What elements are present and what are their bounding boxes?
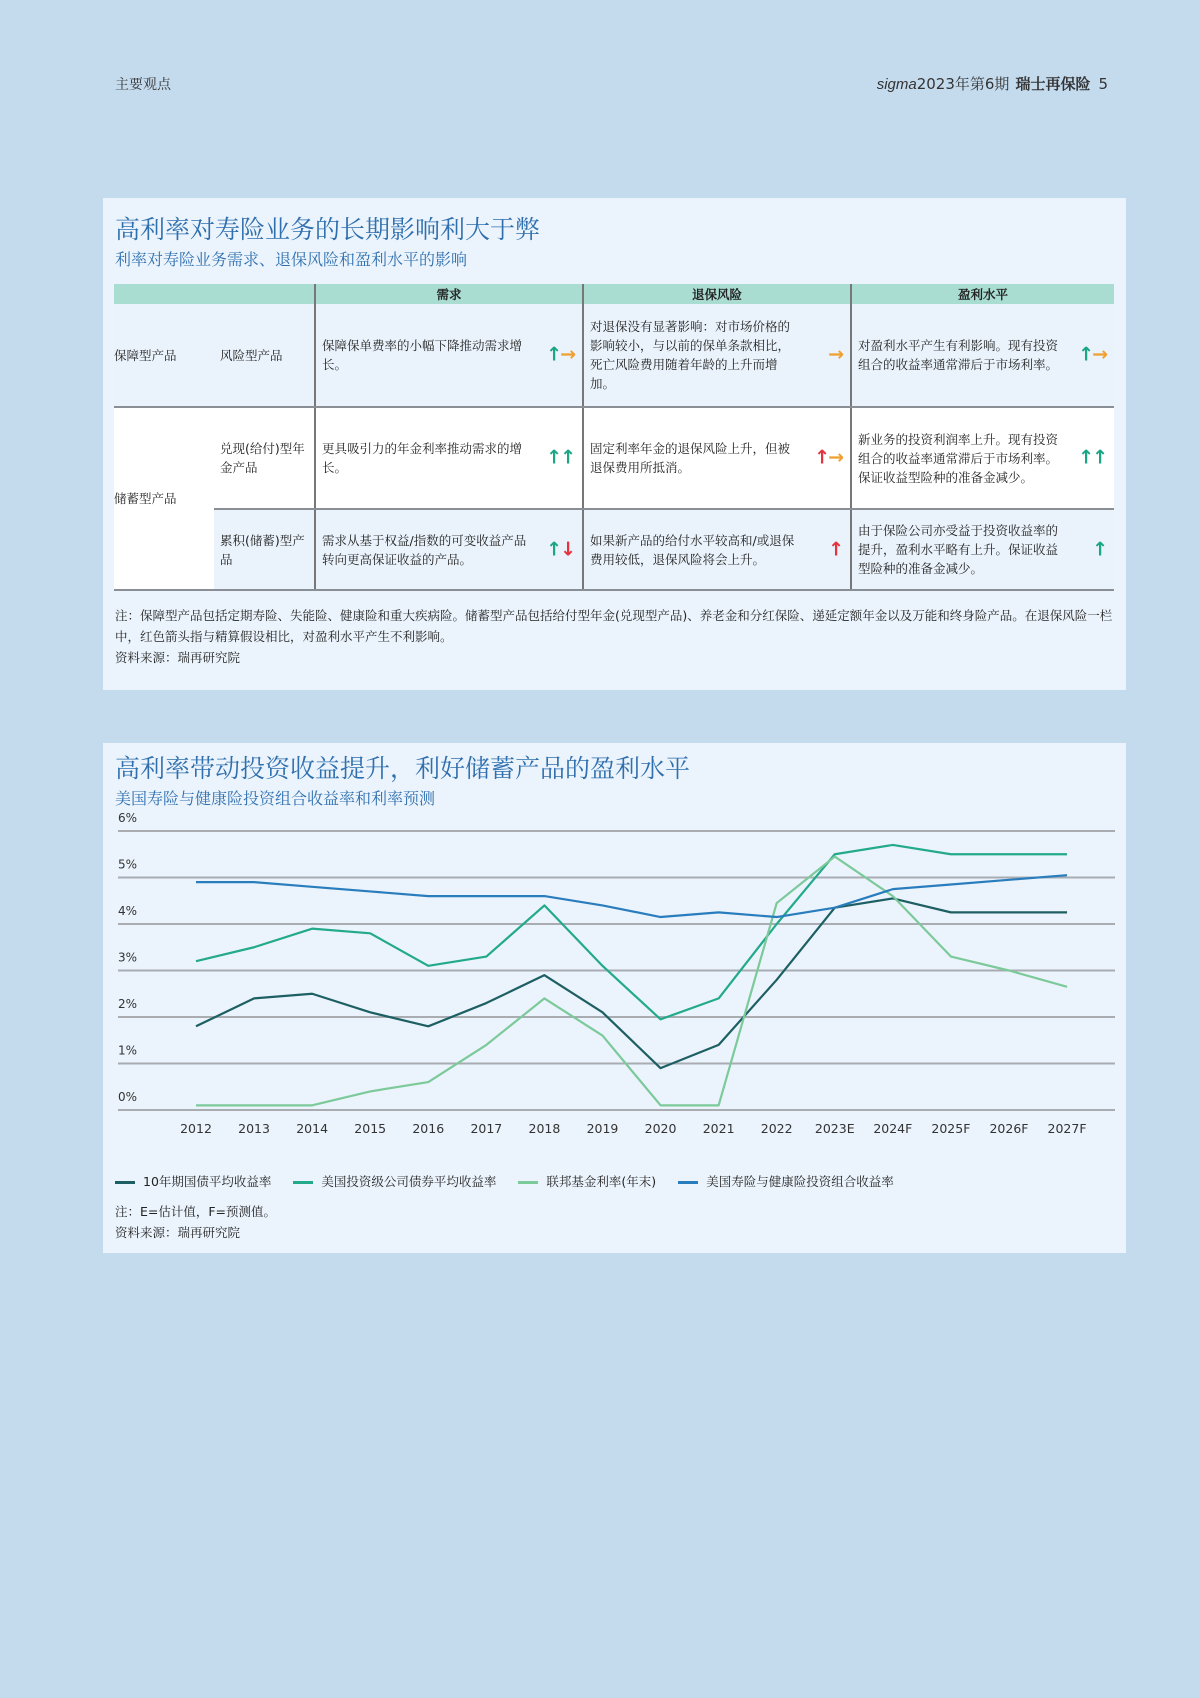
- arrow-up-up-icon: ↑↑: [546, 446, 574, 469]
- table-header-row: [114, 284, 1114, 304]
- panel-subtitle: 利率对寿险业务需求、退保风险和盈利水平的影响: [115, 250, 468, 269]
- product-label: 兑现(给付)型年金产品: [214, 407, 315, 509]
- chart-panel: [103, 743, 1126, 1253]
- legend-item: [115, 1172, 271, 1190]
- page-number: 5: [1098, 75, 1108, 93]
- chart-source: 资料来源：瑞再研究院: [115, 1225, 241, 1240]
- brand-name: 瑞士再保险: [1015, 75, 1091, 93]
- x-tick-label: 2019: [586, 1121, 619, 1136]
- legend-label: 联邦基金利率(年末): [546, 1174, 657, 1189]
- legend-swatch: [115, 1181, 135, 1184]
- x-tick-label: 2024F: [873, 1121, 913, 1136]
- arrow-up-right-icon: ↑→: [814, 446, 842, 469]
- x-tick-label: 2017: [470, 1121, 503, 1136]
- table-source: 资料来源：瑞再研究院: [115, 650, 241, 665]
- arrow-up-down-icon: ↑↓: [546, 538, 574, 560]
- y-tick-label: 2%: [118, 997, 138, 1011]
- page-header-publication: [877, 73, 1108, 94]
- product-label: 累积(储蓄)型产品: [214, 509, 315, 590]
- legend-swatch: [293, 1181, 313, 1184]
- y-tick-label: 6%: [118, 811, 138, 825]
- arrow-up-right-icon: ↑→: [546, 343, 574, 366]
- impact-table-panel: [103, 198, 1126, 690]
- column-header: 退保风险: [583, 284, 851, 304]
- arrow-up-right-icon: ↑→: [1078, 343, 1106, 366]
- x-tick-label: 2022: [760, 1121, 793, 1136]
- panel-subtitle: 美国寿险与健康险投资组合收益率和利率预测: [115, 789, 436, 808]
- table-row: [114, 304, 1114, 407]
- y-tick-label: 0%: [118, 1090, 138, 1104]
- y-tick-label: 4%: [118, 904, 138, 918]
- publication-name: sigma: [876, 76, 917, 93]
- column-header: 需求: [315, 284, 583, 304]
- x-tick-label: 2016: [412, 1121, 445, 1136]
- group-label: 储蓄型产品: [114, 407, 214, 590]
- chart-note: 注：E=估计值，F=预测值。: [115, 1204, 277, 1219]
- legend-label: 美国寿险与健康险投资组合收益率: [706, 1174, 894, 1189]
- legend-label: 美国投资级公司债券平均收益率: [321, 1174, 497, 1189]
- panel-title: 高利率对寿险业务的长期影响利大于弊: [115, 215, 541, 244]
- x-tick-label: 2012: [180, 1121, 212, 1136]
- y-tick-label: 5%: [118, 857, 138, 872]
- panel-title: 高利率带动投资收益提升，利好储蓄产品的盈利水平: [115, 754, 691, 783]
- legend-item: [518, 1172, 656, 1190]
- x-tick-label: 2014: [296, 1121, 329, 1136]
- legend-swatch: [678, 1181, 698, 1184]
- x-tick-label: 2020: [644, 1121, 677, 1136]
- x-tick-label: 2018: [528, 1121, 561, 1136]
- y-tick-label: 3%: [118, 950, 138, 965]
- arrow-right-icon: →: [828, 343, 842, 366]
- table-row: [114, 509, 1114, 590]
- x-tick-label: 2013: [238, 1121, 270, 1136]
- x-tick-label: 2023E: [814, 1121, 855, 1136]
- impact-table: [114, 284, 1114, 591]
- profit-cell: 对盈利水平产生有利影响。现有投资组合的收益率通常滞后于市场利率。 ↑→: [851, 304, 1114, 407]
- chart-legend: [115, 1172, 894, 1190]
- demand-cell: 需求从基于权益/指数的可变收益产品转向更高保证收益的产品。 ↑↓: [315, 509, 583, 590]
- legend-item: [678, 1172, 894, 1190]
- series-line: [196, 845, 1067, 1019]
- table-note: 注：保障型产品包括定期寿险、失能险、健康险和重大疾病险。储蓄型产品包括给付型年金(兑现型产品)、养老金和分红保险、递延定额年金以及万能和终身险产品。在退保风险一栏中，红色箭头指与精算假设相比，对盈利水平产生不利影响。: [115, 608, 1113, 644]
- legend-label: 10年期国债平均收益率: [143, 1174, 272, 1189]
- demand-cell: 更具吸引力的年金利率推动需求的增长。 ↑↑: [315, 407, 583, 509]
- surrender-cell: 对退保没有显著影响：对市场价格的影响较小，与以前的保单条款相比，死亡风险费用随着年龄的上升而增加。 →: [583, 304, 851, 407]
- profit-cell: 新业务的投资利润率上升。现有投资组合的收益率通常滞后于市场利率。保证收益型险种的准备金减少。 ↑↑: [851, 407, 1114, 509]
- arrow-up-icon: ↑: [1092, 538, 1106, 560]
- series-line: [196, 857, 1067, 1106]
- column-header: 盈利水平: [851, 284, 1114, 304]
- table-row: [114, 407, 1114, 509]
- demand-cell: 保障保单费率的小幅下降推动需求增长。 ↑→: [315, 304, 583, 407]
- group-label: 保障型产品: [114, 304, 214, 407]
- series-line: [196, 875, 1067, 917]
- section-label: 主要观点: [115, 77, 171, 93]
- surrender-cell: 固定利率年金的退保风险上升，但被退保费用所抵消。 ↑→: [583, 407, 851, 509]
- y-tick-label: 1%: [118, 1043, 138, 1058]
- legend-swatch: [518, 1181, 538, 1184]
- product-label: 风险型产品: [214, 304, 315, 407]
- surrender-cell: 如果新产品的给付水平较高和/或退保费用较低，退保风险将会上升。 ↑: [583, 509, 851, 590]
- x-tick-label: 2021: [702, 1121, 735, 1136]
- publication-issue: 2023年第6期: [916, 75, 1010, 93]
- arrow-up-up-icon: ↑↑: [1078, 446, 1106, 469]
- x-tick-label: 2026F: [989, 1121, 1029, 1136]
- x-tick-label: 2015: [354, 1121, 387, 1136]
- x-tick-label: 2027F: [1047, 1121, 1087, 1136]
- x-tick-label: 2025F: [931, 1121, 971, 1136]
- legend-item: [293, 1172, 496, 1190]
- profit-cell: 由于保险公司亦受益于投资收益率的提升，盈利水平略有上升。保证收益型险种的准备金减少。 ↑: [851, 509, 1114, 590]
- arrow-up-icon: ↑: [828, 538, 842, 560]
